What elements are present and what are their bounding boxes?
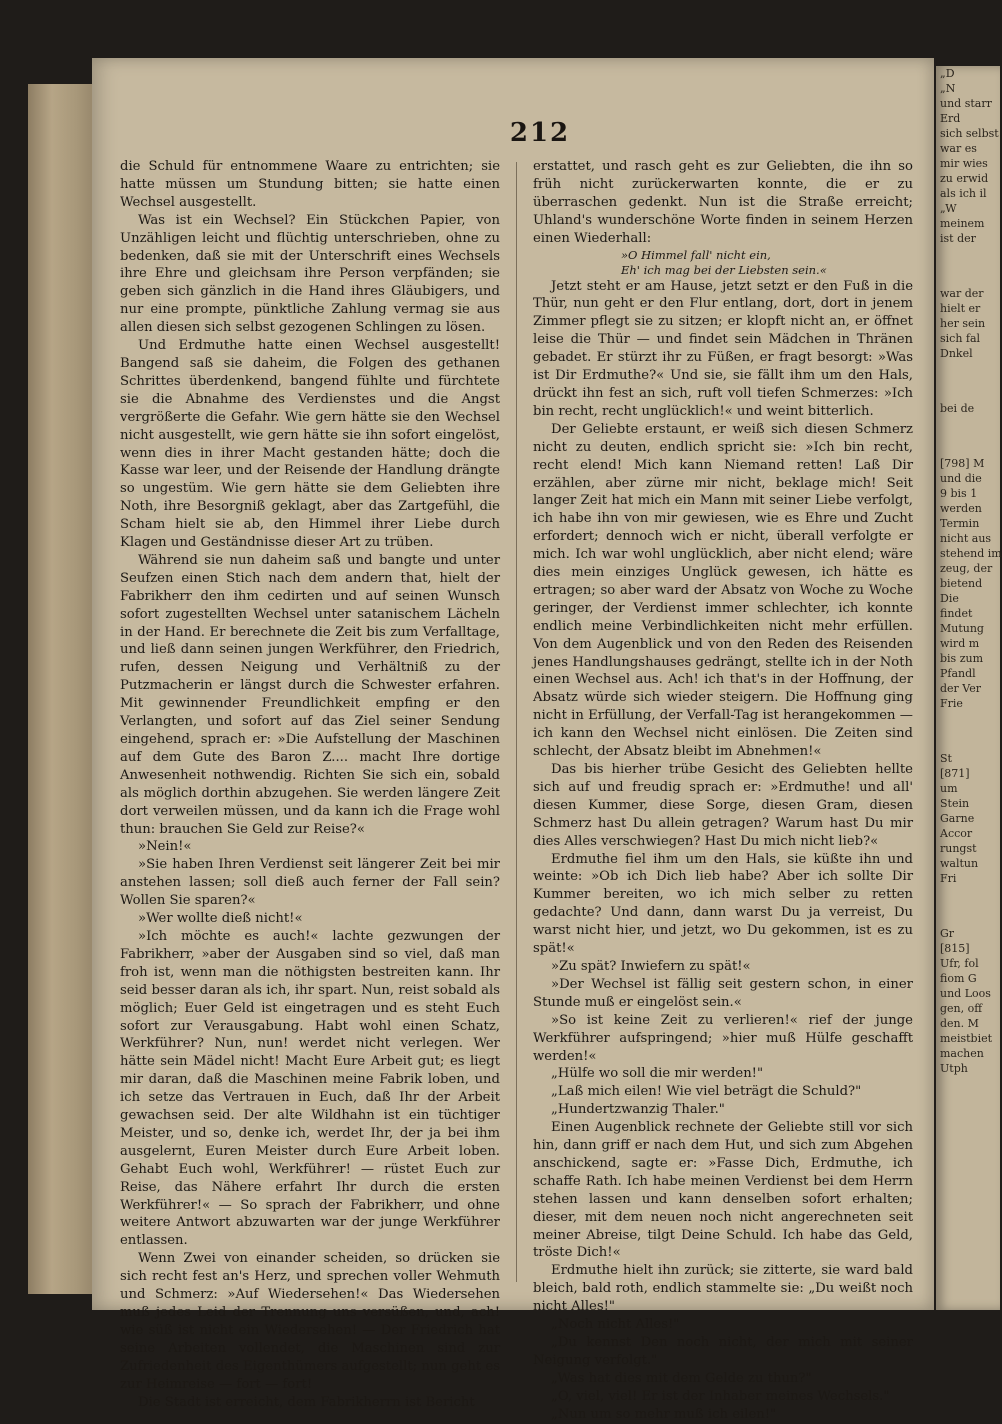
verse-line: Eh' ich mag bei der Liebsten sein.«: [621, 262, 827, 277]
facing-page-text: [815]: [940, 942, 970, 955]
facing-page-text: 9 bis 1: [940, 487, 978, 500]
facing-page-text: Garne: [940, 812, 975, 825]
paragraph: Das bis hierher trübe Gesicht des Geliebten hellte sich auf und freudig sprach er: »Erdmuthe! und all' diesen Kummer, diese Sorge, diesen Gram, diesen Schmerz hast Du allein getragen? Warum hast Du mir dies Alles verschwiegen? Hast Du mich nicht lieb?«: [533, 762, 913, 849]
facing-page-text: und Loos: [940, 987, 991, 1000]
facing-page-text: bei de: [940, 402, 975, 415]
paragraph: „O, viel, viel! Er ist der Inhaber meines Wechsels.": [551, 1388, 890, 1404]
facing-page-text: meistbiet: [940, 1032, 993, 1045]
paragraph: Erdmuthe fiel ihm um den Hals, sie küßte ihn und weinte: »Ob ich Dich lieb habe? Aber ich sollte Dir Kummer bereiten, wo ich mich selber zu retten gedachte? Und dann, dann warst Du ja verreist, Du warst nicht hier, und jetzt, wo Du gekommen, ist es zu spät!«: [533, 851, 913, 957]
facing-page-text: bietend: [940, 577, 983, 590]
facing-page-text: [936, 711, 1000, 751]
facing-page-text: meinem: [940, 217, 985, 230]
facing-page-text: Die: [940, 592, 959, 605]
paragraph: »Nein!«: [138, 839, 192, 855]
facing-page-text: Termin: [940, 517, 980, 530]
facing-page-text: zeug, der: [940, 562, 993, 575]
book-page: [92, 58, 934, 1422]
paragraph: die Schuld für entnommene Waare zu entrichten; sie hatte müssen um Stundung bitten; sie hatte einen Wechsel ausgestellt.: [120, 159, 500, 210]
facing-page-text: wird m: [940, 637, 980, 650]
paragraph: Wenn Zwei von einander scheiden, so drücken sie sich recht fest an's Herz, und sprechen voller Wehmuth und Schmerz: »Auf Wiedersehen!« Das Wiedersehen muß jedes Leid der Trennung uns versüßen, und, ach! wie süß ist nicht ein Wiedersehen! — Der Friedrich hat seine Arbeiten vollendet, die Maschinen sind zur Zufriedenheit des Eigenthümers aufgestellt; nun geht es zur Heimreise — fort — fort!: [120, 1251, 500, 1392]
paragraph: Erdmuthe hielt ihn zurück; sie zitterte, sie ward bald bleich, bald roth, endlich stammelte sie: „Du weißt noch nicht Alles!": [533, 1263, 913, 1315]
facing-page-text: machen: [940, 1047, 984, 1060]
facing-page-text: Mutung: [940, 622, 984, 635]
facing-page-text: fiom G: [940, 972, 977, 985]
paragraph: »Sie haben Ihren Verdienst seit längerer Zeit bei mir anstehen lassen; soll dieß auch ferner der Fall sein? Wollen Sie sparen?«: [120, 857, 500, 909]
paragraph: „Laß mich eilen! Wie viel beträgt die Schuld?": [551, 1084, 862, 1100]
facing-page-text: „D: [940, 67, 955, 80]
facing-page-text: Stein: [940, 797, 970, 810]
facing-page-text: waltun: [940, 857, 979, 870]
paragraph: Jetzt steht er am Hause, jetzt setzt er den Fuß in die Thür, nun geht er den Flur entlang, dort, dort in jenem Zimmer pflegt sie zu sitzen; er klopft nicht an, er öffnet leise die Thür — und findet sein Mädchen in Thränen gebadet. Er stürzt ihr zu Füßen, er fragt besorgt: »Was ist Dir Erdmuthe?« Und sie, sie fällt ihm um den Hals, drückt ihn fest an sich, ruft voll tiefen Schmerzes: »Ich bin recht, recht unglücklich!« und weint bitterlich.: [533, 278, 913, 419]
facing-page-text: sich selbst: [940, 127, 999, 140]
facing-page-text: Gr: [940, 927, 955, 940]
column-divider: [516, 162, 517, 1282]
facing-page-text: Fri: [940, 872, 957, 885]
facing-page-text: [936, 886, 1000, 926]
facing-page-text: mir wies: [940, 157, 988, 170]
paragraph: »Ich möchte es auch!« lachte gezwungen der Fabrikherr, »aber der Ausgaben sind so viel, daß man froh ist, wenn man die nöthigsten bestreiten kann. Ihr seid besser daran als ich, ihr spart. Nun, reist sobald als möglich; Euer Geld ist eingetragen und es steht Euch sofort zur Verausgabung. Habt wohl einen Schatz, Werkführer? Nun, nun! werdet nicht verlegen. Wer hätte sein Mädel nicht! Macht Eure Arbeit gut; es liegt mir daran, daß die Maschinen meine Fabrik loben, und ich setze das Vertrauen in Euch, daß Ihr der Arbeit gewachsen seid. Der alte Wildhahn ist ein tüchtiger Meister, und so, denke ich, werdet Ihr, der ja bei ihm ausgelernt, Euren Meister durch Eure Arbeit loben. Gehabt Euch wohl, Werkführer! — rüstet Euch zur Reise, das Nähere erfahrt Ihr durch die ersten Werkführer!« — So sprach der Fabrikherr, und ohne weitere Antwort abzuwarten war der junge Werkführer entlassen.: [120, 928, 500, 1249]
facing-page-text: „W: [940, 202, 957, 215]
facing-page-text: rungst: [940, 842, 977, 855]
paragraph: Was ist ein Wechsel? Ein Stückchen Papier, von Unzähligen leicht und flüchtig unterschrieben, ohne zu bedenken, daß sie mit der Unterschrift eines Wechsels ihre Ehre und gleichsam ihre Person verpfänden; sie geben sich gänzlich in die Hand ihres Gläubigers, und nur eine prompte, pünktliche Zahlung vermag sie aus allen diesen sich selbst gezogenen Schlingen zu lösen.: [120, 212, 500, 336]
facing-page-text: St: [940, 752, 952, 765]
facing-page-text: Ufr, fol: [940, 957, 979, 970]
facing-page-text: um: [940, 782, 958, 795]
facing-page-text: [936, 361, 1000, 401]
facing-page-text: zu erwid: [940, 172, 989, 185]
facing-page-text: ist der: [940, 232, 976, 245]
facing-page-text: Frie: [940, 697, 963, 710]
paragraph: Während sie nun daheim saß und bangte und unter Seufzen einen Stich nach dem andern that, hielt der Fabrikherr den ihm cedirten und auf seinen Wunsch sofort zugestellten Wechsel unter satanischem Lächeln in der Hand. Er berechnete die Zeit bis zum Verfalltage, und ließ dann seinen jungen Werkführer, den Friedrich, rufen, dessen Neigung und Verhältniß zu der Putzmacherin er längst durch die Schwester erfahren. Mit gewinnender Freundlichkeit empfing er den Verlangten, und sofort auf das Ziel seiner Sendung eingehend, sprach er: »Die Aufstellung der Maschinen auf dem Gute des Baron Z.... macht Ihre dortige Anwesenheit nothwendig. Richten Sie sich ein, sobald als möglich dorthin abzugehen. Sie werden längere Zeit dort verweilen müssen, und da kann ich die Frage wohl thun: brauchen Sie Geld zur Reise?«: [120, 552, 500, 837]
paragraph: Einen Augenblick rechnete der Geliebte still vor sich hin, dann griff er nach dem Hut, und sich zum Abgehen anschickend, sagte er: »Fasse Dich, Erdmuthe, ich schaffe Rath. Ich habe meinen Verdienst bei dem Herrn stehen lassen und kann denselben sofort erhalten; dieser, mit dem neuen noch nicht angerechneten seit meiner Abreise, tilgt Deine Schuld. Ich habe das Geld, tröste Dich!«: [533, 1120, 913, 1261]
facing-page-text: [871]: [940, 767, 970, 780]
paragraph: „Hülfe wo soll die mir werden!": [551, 1066, 764, 1082]
facing-page-text: werden: [940, 502, 982, 515]
facing-page-text: gen, off: [940, 1002, 983, 1015]
facing-page-text: als ich il: [940, 187, 987, 200]
paragraph: Die Stadt ist erreicht, dem Fabrikherrn ist Bericht: [138, 1394, 475, 1410]
facing-page-text: her sein: [940, 317, 986, 330]
paragraph: „Du kennst Den noch nicht, der mich mit seiner Neigung verfolgt.": [533, 1335, 913, 1368]
facing-page-text: Accor: [940, 827, 973, 840]
right-column: [533, 158, 913, 1422]
facing-page-text: war der: [940, 287, 984, 300]
facing-page-text: [936, 246, 1000, 286]
verse-line: »O Himmel fall' nicht ein,: [621, 247, 771, 262]
facing-page-text: Utph: [940, 1062, 968, 1075]
facing-page-text: Erd: [940, 112, 961, 125]
facing-page-text: der Ver: [940, 682, 982, 695]
facing-page-text: findet: [940, 607, 973, 620]
facing-page-text: nicht aus: [940, 532, 992, 545]
paragraph: erstattet, und rasch geht es zur Geliebten, die ihn so früh nicht zurückerwarten konnte, die er zu überraschen gedenkt. Nun ist die Straße erreicht; Uhland's wunderschöne Worte finden in seinem Herzen einen Wiederhall:: [533, 159, 913, 246]
facing-page-text: [936, 416, 1000, 456]
paragraph: „Hundertzwanzig Thaler.": [551, 1102, 725, 1118]
facing-page-text: [798] M: [940, 457, 985, 470]
facing-page-text: Pfandl: [940, 667, 976, 680]
paragraph: „Was hat dies mit dem Gelde zu thun?": [551, 1370, 812, 1386]
paragraph: „Nun um so mehr muß ich eilen!": [551, 1406, 777, 1422]
facing-page-text: und die: [940, 472, 982, 485]
left-column: [120, 158, 500, 1410]
paragraph: »Der Wechsel ist fällig seit gestern schon, in einer Stunde muß er eingelöst sein.«: [533, 976, 913, 1010]
facing-page-text: stehend im: [940, 547, 1002, 560]
facing-page-text: sich fal: [940, 332, 981, 345]
page-number: 212: [509, 118, 571, 148]
paragraph: Und Erdmuthe hatte einen Wechsel ausgestellt! Bangend saß sie daheim, die Folgen des gethanen Schrittes überdenkend, bangend fühlte und fürchtete sie die Abnahme des Verdienstes und die Angst vergrößerte die Gefahr. Wie gern hätte sie den Wechsel nicht ausgestellt, wie gern hätte sie ihn sofort eingelöst, wenn dies in ihrer Macht gestanden hätte; doch die Kasse war leer, und der Reisende der Handlung drängte so ungestüm. Wie gern hätte sie dem Geliebten ihre Noth, ihre Besorgniß geklagt, aber das Zartgefühl, die Scham hielt sie ab, den Himmel ihrer Liebe durch Klagen und Geständnisse dieser Art zu trüben.: [120, 338, 500, 551]
paragraph: Der Geliebte erstaunt, er weiß sich diesen Schmerz nicht zu deuten, endlich spricht sie: »Ich bin recht, recht elend! Mich kann Niemand retten! Laß Dir erzählen, aber zürne mir nicht, beklage mich! Seit langer Zeit hat mich ein Mann mit seiner Liebe verfolgt, ich habe ihn von mir gewiesen, wie es Ehre und Zucht erfordert; dennoch wich er nicht, überall verfolgte er mich. Ich war wohl unglücklich, aber nicht elend; wäre dies mein einziges Unglück gewesen, ich hätte es ertragen; so aber ward der Absatz von Woche zu Woche geringer, der Verdienst immer schlechter, ich konnte endlich meine Verbindlichkeiten nicht mehr erfüllen. Von dem Augenblick und von den Reden des Reisenden jenes Handlungshauses gedrängt, stellte ich in der Noth einen Wechsel aus. Ach! ich that's in der Hoffnung, der Absatz würde sich wieder steigern. Die Hoffnung ging nicht in Erfüllung, der Verfall-Tag ist herangekommen — ich kann den Wechsel nicht einlösen. Die Zeiten sind schlecht, der Absatz bleibt im Abnehmen!«: [533, 421, 913, 760]
facing-page-text: bis zum: [940, 652, 984, 665]
facing-page-text: Dnkel: [940, 347, 973, 360]
facing-page-text: war es: [940, 142, 977, 155]
paragraph: »So ist keine Zeit zu verlieren!« rief der junge Werkführer aufspringend; »hier muß Hülfe geschafft werden!«: [533, 1012, 913, 1064]
paragraph: „Noch nicht Alles!": [551, 1317, 680, 1333]
paragraph: »Wer wollte dieß nicht!«: [138, 911, 303, 927]
facing-page-text: und starr: [940, 97, 992, 110]
facing-page-fragment: [936, 66, 1000, 1310]
paragraph: »Zu spät? Inwiefern zu spät!«: [551, 958, 751, 974]
facing-page-text: „N: [940, 82, 956, 95]
facing-page-text: hielt er: [940, 302, 981, 315]
facing-page-text: den. M: [940, 1017, 979, 1030]
